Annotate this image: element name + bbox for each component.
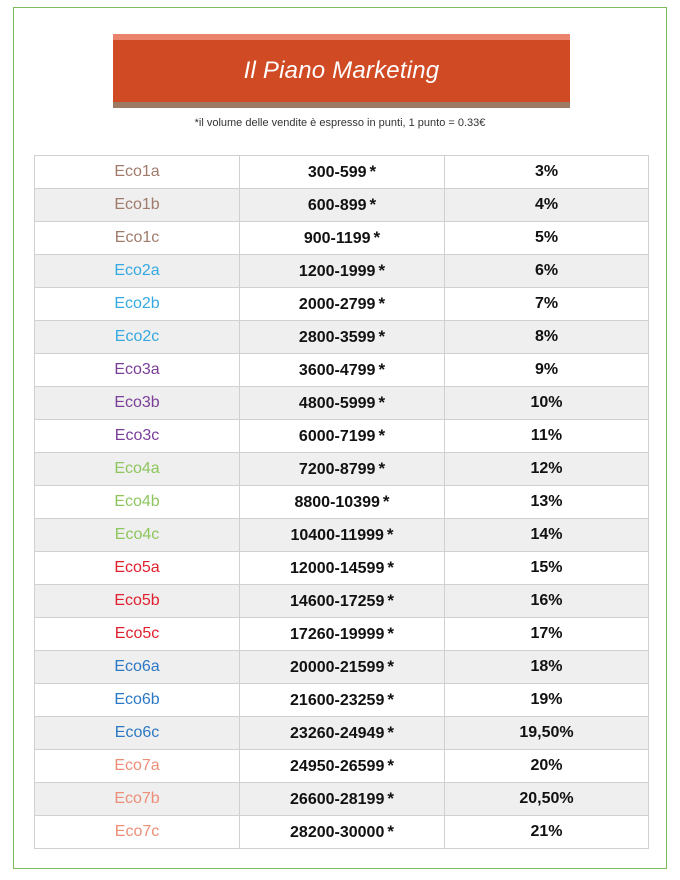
percentage-cell: 15% [445,552,649,585]
points-range-value: 21600-23259 [290,692,385,709]
level-cell: Eco6b [35,684,240,717]
level-cell: Eco3a [35,354,240,387]
table-row [35,816,649,849]
percentage-cell: 19% [445,684,649,717]
table-row [35,684,649,717]
level-cell: Eco3c [35,420,240,453]
level-cell: Eco5a [35,552,240,585]
table-row [35,453,649,486]
percentage-cell: 17% [445,618,649,651]
asterisk-note-marker: * [378,360,386,379]
percentage-cell: 9% [445,354,649,387]
table-row [35,783,649,816]
table-row [35,288,649,321]
level-cell: Eco2b [35,288,240,321]
percentage-cell: 13% [445,486,649,519]
points-range-cell [240,387,445,420]
points-range-cell [240,519,445,552]
asterisk-note-marker: * [387,822,394,841]
percentage-cell: 20% [445,750,649,783]
points-range-cell [240,585,445,618]
asterisk-note-marker: * [369,162,377,181]
banner-main [113,40,570,102]
table-row [35,585,649,618]
points-range-cell [240,552,445,585]
asterisk-note-marker: * [378,294,386,313]
points-range-value: 12000-14599 [290,560,385,577]
points-range-value: 26600-28199 [290,791,385,808]
level-cell: Eco5c [35,618,240,651]
table-row [35,387,649,420]
points-range-value: 20000-21599 [290,659,385,676]
points-range-value: 2000-2799 [298,296,376,313]
asterisk-note-marker: * [378,426,386,445]
points-range-value: 6000-7199 [298,428,376,445]
points-range-value: 600-899 [307,197,367,214]
percentage-cell: 6% [445,255,649,288]
marketing-plan-table [34,155,649,849]
level-cell: Eco2c [35,321,240,354]
points-note: *il volume delle vendite è espresso in punti, 1 punto = 0.33€ [194,117,486,129]
percentage-cell: 11% [445,420,649,453]
points-range-value: 900-1199 [303,230,371,247]
table-row [35,717,649,750]
points-range-value: 3600-4799 [298,362,376,379]
points-range-cell [240,255,445,288]
asterisk-note-marker: * [387,591,394,610]
points-range-value: 17260-19999 [290,626,385,643]
table-row [35,222,649,255]
percentage-cell: 16% [445,585,649,618]
percentage-cell: 5% [445,222,649,255]
points-range-value: 2800-3599 [298,329,376,346]
percentage-cell: 10% [445,387,649,420]
points-range-cell [240,189,445,222]
points-range-cell [240,354,445,387]
percentage-cell: 19,50% [445,717,649,750]
asterisk-note-marker: * [387,657,394,676]
points-range-value: 8800-10399 [294,494,380,511]
asterisk-note-marker: * [386,525,394,544]
points-range-value: 10400-11999 [290,527,384,544]
points-range-cell [240,486,445,519]
percentage-cell: 14% [445,519,649,552]
level-cell: Eco1c [35,222,240,255]
level-cell: Eco1b [35,189,240,222]
percentage-cell: 3% [445,156,649,189]
level-cell: Eco4a [35,453,240,486]
level-cell: Eco3b [35,387,240,420]
table-row [35,321,649,354]
level-cell: Eco7a [35,750,240,783]
percentage-cell: 8% [445,321,649,354]
asterisk-note-marker: * [373,228,381,247]
percentage-cell: 7% [445,288,649,321]
points-range-cell [240,222,445,255]
table-row [35,651,649,684]
level-cell: Eco4c [35,519,240,552]
percentage-cell: 21% [445,816,649,849]
asterisk-note-marker: * [378,393,386,412]
table-row [35,189,649,222]
percentage-cell: 12% [445,453,649,486]
percentage-cell: 20,50% [445,783,649,816]
points-range-value: 23260-24949 [290,725,385,742]
asterisk-note-marker: * [378,327,386,346]
asterisk-note-marker: * [387,690,394,709]
asterisk-note-marker: * [382,492,390,511]
points-range-cell [240,453,445,486]
points-range-value: 4800-5999 [298,395,376,412]
table-row [35,354,649,387]
level-cell: Eco5b [35,585,240,618]
points-range-cell [240,816,445,849]
page-title: Il Piano Marketing [243,57,440,84]
points-range-value: 1200-1999 [298,263,376,280]
level-cell: Eco7c [35,816,240,849]
asterisk-note-marker: * [387,624,394,643]
asterisk-note-marker: * [387,789,394,808]
level-cell: Eco6c [35,717,240,750]
points-range-cell [240,684,445,717]
points-range-value: 7200-8799 [298,461,376,478]
table-row [35,156,649,189]
title-banner [113,34,570,108]
points-range-value: 24950-26599 [290,758,385,775]
points-range-cell [240,750,445,783]
table-body [35,156,649,849]
percentage-cell: 4% [445,189,649,222]
table-row [35,552,649,585]
points-range-cell [240,420,445,453]
level-cell: Eco2a [35,255,240,288]
points-range-value: 300-599 [307,164,367,181]
banner-bottom-stripe [113,102,570,108]
asterisk-note-marker: * [387,756,394,775]
points-range-cell [240,288,445,321]
points-range-cell [240,651,445,684]
points-range-cell [240,618,445,651]
points-range-cell [240,717,445,750]
points-range-cell [240,783,445,816]
table-row [35,519,649,552]
table-row [35,486,649,519]
table-row [35,750,649,783]
asterisk-note-marker: * [369,195,377,214]
percentage-cell: 18% [445,651,649,684]
level-cell: Eco7b [35,783,240,816]
asterisk-note-marker: * [378,261,386,280]
points-range-value: 14600-17259 [290,593,385,610]
level-cell: Eco6a [35,651,240,684]
asterisk-note-marker: * [387,558,394,577]
level-cell: Eco1a [35,156,240,189]
table-row [35,255,649,288]
points-range-value: 28200-30000 [290,824,385,841]
table-row [35,618,649,651]
points-range-cell [240,321,445,354]
level-cell: Eco4b [35,486,240,519]
asterisk-note-marker: * [378,459,386,478]
table-row [35,420,649,453]
asterisk-note-marker: * [387,723,394,742]
points-range-cell [240,156,445,189]
